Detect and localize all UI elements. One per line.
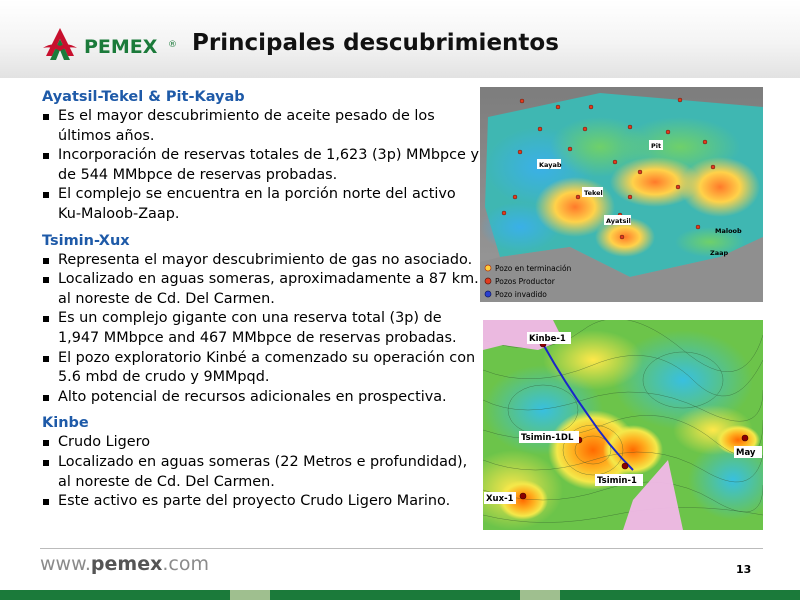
website-brand: pemex (90, 553, 163, 575)
bullet-item: El complejo se encuentra en la porción norte del activo Ku-Maloob-Zaap. (42, 185, 482, 224)
contour-map-tsimin-xux (483, 320, 763, 530)
pemex-logo (40, 26, 190, 66)
bullet-item: Localizado en aguas someras (22 Metros e profundidad), al noreste de Cd. Del Carmen. (42, 453, 482, 492)
reservoir-map-ayatsil (480, 87, 763, 302)
section-title: Tsimin-Xux (42, 232, 130, 249)
map-label-tsimin-1: Tsimin-1 (597, 476, 637, 486)
page-number: 13 (736, 563, 752, 576)
section-tsimin-xux (42, 232, 482, 408)
bottom-color-bar (0, 590, 800, 600)
map-label-kinbe-1: Kinbe-1 (529, 334, 566, 344)
logo-registered-mark: ® (168, 40, 177, 50)
content-text (42, 88, 482, 519)
footer-divider (40, 548, 763, 549)
bullet-item: Alto potencial de recursos adicionales en prospectiva. (42, 388, 482, 408)
bullet-item: Este activo es parte del proyecto Crudo Ligero Marino. (42, 492, 482, 512)
bullet-item: Es el mayor descubrimiento de aceite pesado de los últimos años. (42, 107, 482, 146)
map-label-maloob: Maloob (715, 227, 742, 235)
map-label-zaap: Zaap (710, 249, 729, 257)
map-label-xux-1: Xux-1 (486, 494, 514, 504)
map-label-kayab: Kayab (539, 161, 562, 169)
section-title: Ayatsil-Tekel & Pit-Kayab (42, 89, 245, 105)
bullet-item: Es un complejo gigante con una reserva total (3p) de 1,947 MMbpce and 467 MMbpce de reservas probadas. (42, 309, 482, 348)
legend-pozos-productor: Pozos Productor (495, 277, 555, 286)
bullet-item: Incorporación de reservas totales de 1,623 (3p) MMbpce y de 544 MMbpce de reservas probadas. (42, 146, 482, 185)
bullet-item: Crudo Ligero (42, 433, 482, 453)
map-label-pit: Pit (651, 142, 662, 150)
website-prefix: www. (40, 553, 91, 575)
logo-wordmark: PEMEX (84, 36, 158, 58)
legend-pozo-invadido: Pozo invadido (495, 290, 547, 299)
section-title: Kinbe (42, 415, 89, 432)
header-band (0, 0, 800, 78)
map-label-ayatsil: Ayatsil (606, 217, 631, 225)
map-label-tsimin-1dl: Tsimin-1DL (521, 433, 574, 443)
website-suffix: .com (162, 553, 209, 575)
bottom-bar-segment (520, 590, 560, 600)
bullet-item: El pozo exploratorio Kinbé a comenzado su operación con 5.6 mbd de crudo y 9MMpqd. (42, 349, 482, 388)
bullet-item: Localizado en aguas someras, aproximadamente a 87 km. al noreste de Cd. Del Carmen. (42, 270, 482, 309)
section-ayatsil (42, 88, 482, 225)
bottom-bar-segment (230, 590, 270, 600)
page-title: Principales descubrimientos (192, 30, 559, 56)
legend-pozo-terminacion: Pozo en terminación (495, 264, 572, 273)
pemex-eagle-icon (40, 26, 80, 66)
bullet-item: Representa el mayor descubrimiento de gas no asociado. (42, 251, 482, 271)
section-kinbe (42, 414, 482, 511)
map-label-tekel: Tekel (584, 189, 603, 197)
footer-website (40, 553, 209, 575)
map-label-may: May (736, 448, 756, 458)
